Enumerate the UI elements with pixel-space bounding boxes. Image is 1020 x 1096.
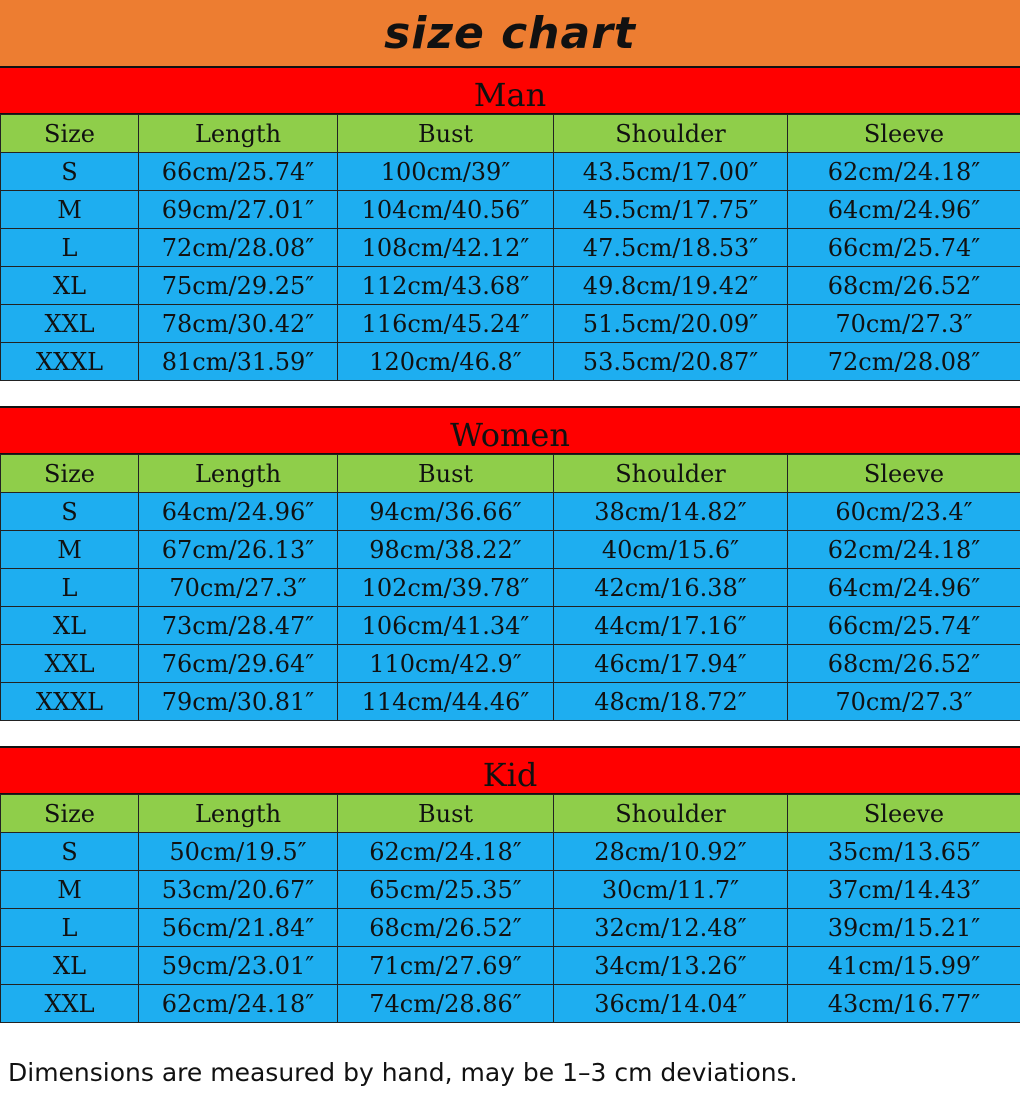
- column-header: Length: [139, 455, 338, 493]
- section-title: Women: [0, 406, 1020, 454]
- table-cell: 112cm/43.68″: [338, 267, 554, 305]
- table-cell: XXXL: [1, 343, 139, 381]
- column-header: Sleeve: [788, 795, 1020, 833]
- table-cell: 43.5cm/17.00″: [554, 153, 788, 191]
- table-cell: 74cm/28.86″: [338, 985, 554, 1023]
- header-row: [1, 115, 1020, 153]
- table-cell: 68cm/26.52″: [338, 909, 554, 947]
- table-row: [1, 305, 1020, 343]
- section-man: [0, 66, 1020, 381]
- table-cell: 106cm/41.34″: [338, 607, 554, 645]
- column-header: Size: [1, 115, 139, 153]
- table-cell: 28cm/10.92″: [554, 833, 788, 871]
- table-row: [1, 833, 1020, 871]
- table-row: [1, 343, 1020, 381]
- header-row: [1, 455, 1020, 493]
- column-header: Size: [1, 795, 139, 833]
- section-kid: [0, 746, 1020, 1023]
- table-cell: 100cm/39″: [338, 153, 554, 191]
- table-row: [1, 985, 1020, 1023]
- table-cell: 114cm/44.46″: [338, 683, 554, 721]
- table-cell: 70cm/27.3″: [788, 305, 1020, 343]
- table-cell: 59cm/23.01″: [139, 947, 338, 985]
- column-header: Sleeve: [788, 115, 1020, 153]
- section-women: [0, 406, 1020, 721]
- table-cell: 36cm/14.04″: [554, 985, 788, 1023]
- table-cell: 37cm/14.43″: [788, 871, 1020, 909]
- table-cell: M: [1, 531, 139, 569]
- table-row: [1, 191, 1020, 229]
- table-cell: 41cm/15.99″: [788, 947, 1020, 985]
- table-cell: 76cm/29.64″: [139, 645, 338, 683]
- table-cell: 78cm/30.42″: [139, 305, 338, 343]
- table-row: [1, 267, 1020, 305]
- size-table-man: [0, 114, 1020, 381]
- table-row: [1, 871, 1020, 909]
- table-cell: 53.5cm/20.87″: [554, 343, 788, 381]
- table-cell: 66cm/25.74″: [788, 607, 1020, 645]
- table-cell: 72cm/28.08″: [139, 229, 338, 267]
- table-cell: 65cm/25.35″: [338, 871, 554, 909]
- table-cell: 40cm/15.6″: [554, 531, 788, 569]
- table-cell: 79cm/30.81″: [139, 683, 338, 721]
- table-row: [1, 683, 1020, 721]
- column-header: Size: [1, 455, 139, 493]
- table-row: [1, 569, 1020, 607]
- table-cell: 70cm/27.3″: [139, 569, 338, 607]
- table-cell: M: [1, 191, 139, 229]
- table-cell: S: [1, 153, 139, 191]
- table-cell: L: [1, 569, 139, 607]
- table-cell: 98cm/38.22″: [338, 531, 554, 569]
- table-cell: 39cm/15.21″: [788, 909, 1020, 947]
- table-cell: 62cm/24.18″: [788, 531, 1020, 569]
- table-cell: 110cm/42.9″: [338, 645, 554, 683]
- table-row: [1, 947, 1020, 985]
- table-cell: 62cm/24.18″: [338, 833, 554, 871]
- table-row: [1, 909, 1020, 947]
- table-row: [1, 153, 1020, 191]
- table-cell: 68cm/26.52″: [788, 267, 1020, 305]
- table-cell: S: [1, 833, 139, 871]
- table-cell: 34cm/13.26″: [554, 947, 788, 985]
- table-cell: 35cm/13.65″: [788, 833, 1020, 871]
- table-cell: L: [1, 229, 139, 267]
- table-cell: 53cm/20.67″: [139, 871, 338, 909]
- table-cell: XXL: [1, 305, 139, 343]
- table-cell: 66cm/25.74″: [139, 153, 338, 191]
- table-cell: XXL: [1, 985, 139, 1023]
- table-cell: 60cm/23.4″: [788, 493, 1020, 531]
- table-cell: 64cm/24.96″: [788, 191, 1020, 229]
- table-cell: 68cm/26.52″: [788, 645, 1020, 683]
- column-header: Shoulder: [554, 795, 788, 833]
- table-cell: XL: [1, 607, 139, 645]
- table-cell: 38cm/14.82″: [554, 493, 788, 531]
- table-cell: XL: [1, 947, 139, 985]
- column-header: Shoulder: [554, 455, 788, 493]
- column-header: Length: [139, 115, 338, 153]
- table-row: [1, 229, 1020, 267]
- column-header: Length: [139, 795, 338, 833]
- table-cell: 43cm/16.77″: [788, 985, 1020, 1023]
- header-row: [1, 795, 1020, 833]
- table-cell: 73cm/28.47″: [139, 607, 338, 645]
- table-row: [1, 607, 1020, 645]
- table-cell: 47.5cm/18.53″: [554, 229, 788, 267]
- table-cell: XXL: [1, 645, 139, 683]
- table-cell: L: [1, 909, 139, 947]
- table-cell: 102cm/39.78″: [338, 569, 554, 607]
- table-row: [1, 645, 1020, 683]
- table-row: [1, 531, 1020, 569]
- table-cell: 69cm/27.01″: [139, 191, 338, 229]
- column-header: Bust: [338, 115, 554, 153]
- table-cell: 108cm/42.12″: [338, 229, 554, 267]
- table-cell: 70cm/27.3″: [788, 683, 1020, 721]
- table-cell: 72cm/28.08″: [788, 343, 1020, 381]
- table-cell: 51.5cm/20.09″: [554, 305, 788, 343]
- table-cell: 62cm/24.18″: [788, 153, 1020, 191]
- table-cell: 62cm/24.18″: [139, 985, 338, 1023]
- table-cell: 30cm/11.7″: [554, 871, 788, 909]
- table-cell: 67cm/26.13″: [139, 531, 338, 569]
- table-cell: 32cm/12.48″: [554, 909, 788, 947]
- table-cell: 64cm/24.96″: [788, 569, 1020, 607]
- table-cell: M: [1, 871, 139, 909]
- column-header: Bust: [338, 795, 554, 833]
- table-cell: 104cm/40.56″: [338, 191, 554, 229]
- section-title: Kid: [0, 746, 1020, 794]
- column-header: Bust: [338, 455, 554, 493]
- table-cell: S: [1, 493, 139, 531]
- table-cell: 56cm/21.84″: [139, 909, 338, 947]
- table-row: [1, 493, 1020, 531]
- table-cell: XL: [1, 267, 139, 305]
- table-cell: 75cm/29.25″: [139, 267, 338, 305]
- table-cell: 50cm/19.5″: [139, 833, 338, 871]
- section-title: Man: [0, 66, 1020, 114]
- size-table-kid: [0, 794, 1020, 1023]
- table-cell: 66cm/25.74″: [788, 229, 1020, 267]
- chart-title: size chart: [0, 0, 1020, 66]
- table-cell: 120cm/46.8″: [338, 343, 554, 381]
- table-cell: 45.5cm/17.75″: [554, 191, 788, 229]
- measurement-note: Dimensions are measured by hand, may be 1–3 cm deviations.: [8, 1058, 798, 1087]
- table-cell: 44cm/17.16″: [554, 607, 788, 645]
- table-cell: 46cm/17.94″: [554, 645, 788, 683]
- table-cell: 49.8cm/19.42″: [554, 267, 788, 305]
- table-cell: 71cm/27.69″: [338, 947, 554, 985]
- table-cell: 64cm/24.96″: [139, 493, 338, 531]
- table-cell: 48cm/18.72″: [554, 683, 788, 721]
- column-header: Shoulder: [554, 115, 788, 153]
- column-header: Sleeve: [788, 455, 1020, 493]
- table-cell: 116cm/45.24″: [338, 305, 554, 343]
- table-cell: 94cm/36.66″: [338, 493, 554, 531]
- size-table-women: [0, 454, 1020, 721]
- table-cell: 42cm/16.38″: [554, 569, 788, 607]
- table-cell: 81cm/31.59″: [139, 343, 338, 381]
- table-cell: XXXL: [1, 683, 139, 721]
